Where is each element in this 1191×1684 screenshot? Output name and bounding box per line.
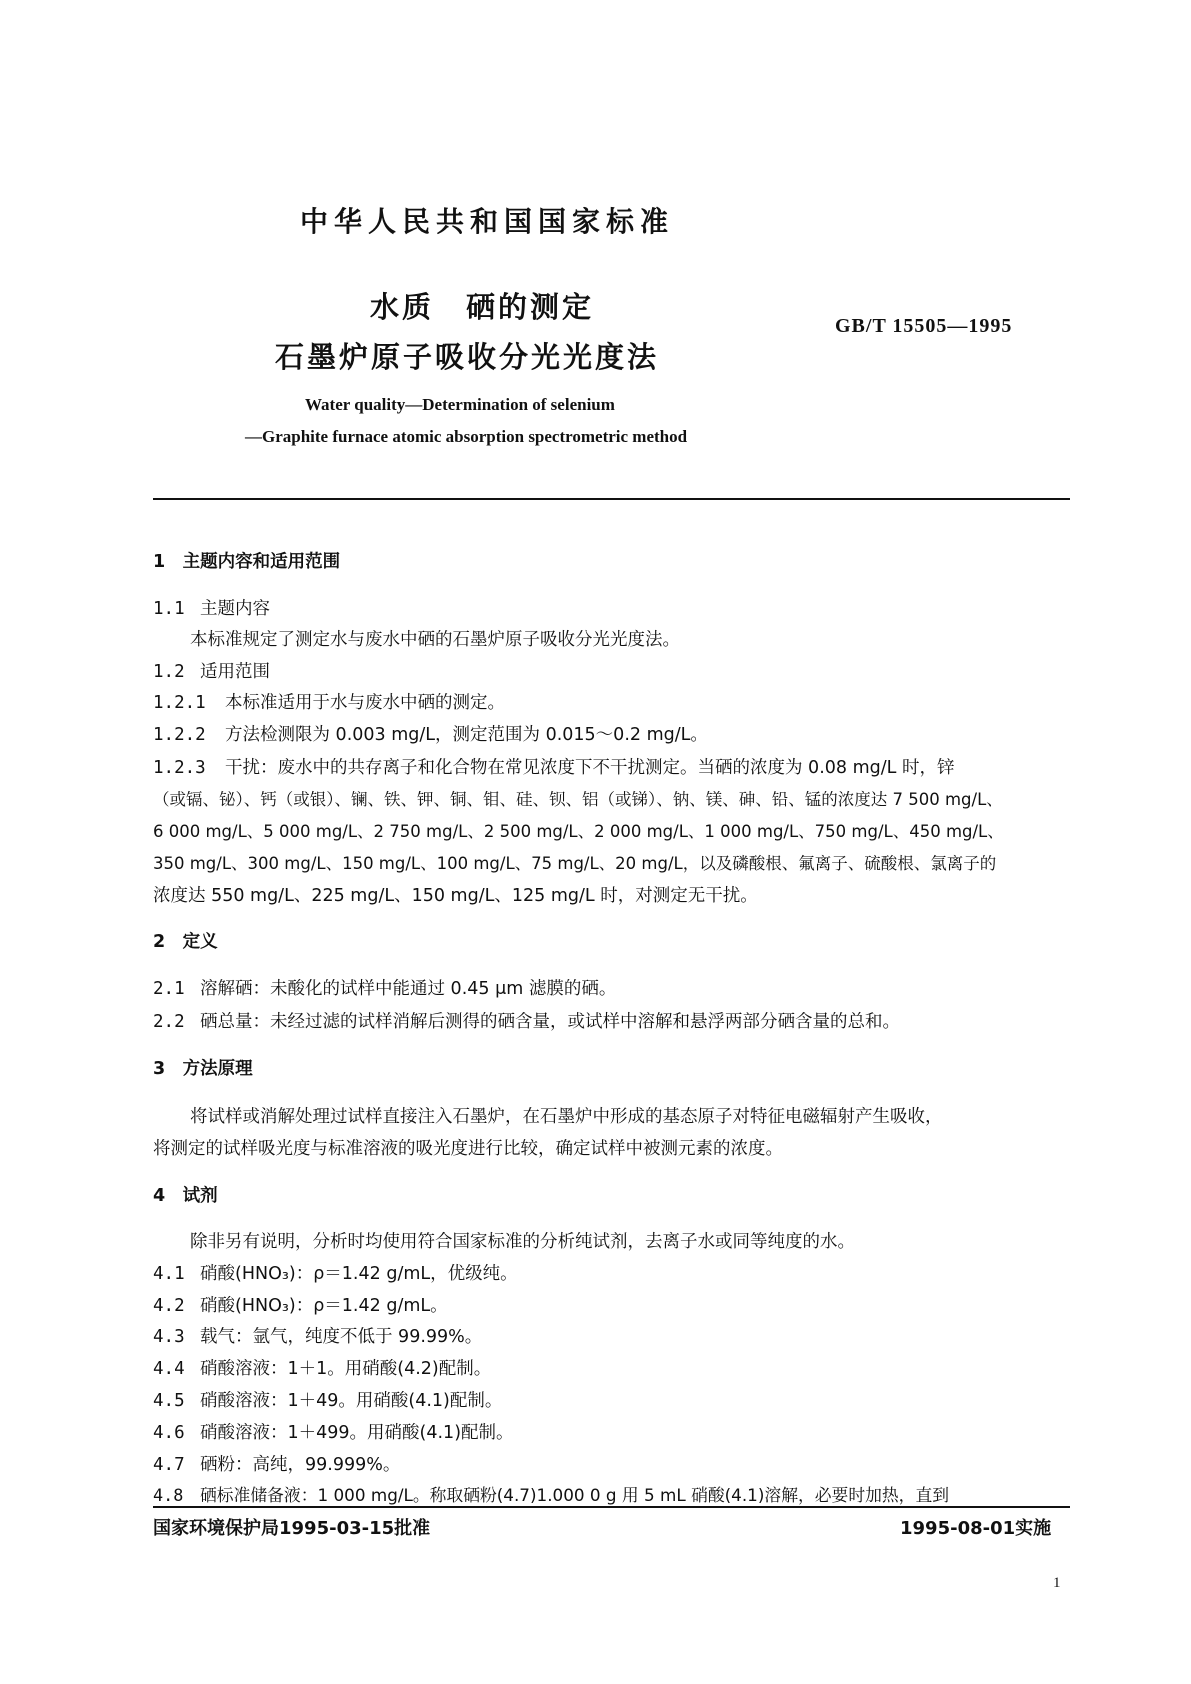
clause-4-3 [153,1323,482,1348]
section-3-line2: 将测定的试样吸光度与标准溶液的吸光度进行比较，确定试样中被测元素的浓度。 [153,1139,783,1159]
clause-number: 4.7 [153,1455,185,1475]
title-cn-line1: 水质 硒的测定 [370,290,595,324]
clause-text: 硒总量：未经过滤的试样消解后测得的硒含量，或试样中溶解和悬浮两部分硒含量的总和。 [200,1012,900,1032]
clause-text: 硝酸溶液：1＋49。用硝酸(4.1)配制。 [200,1391,503,1411]
clause-number: 4.1 [153,1264,185,1284]
clause-number: 4.5 [153,1391,185,1411]
clause-text: 硝酸溶液：1＋1。用硝酸(4.2)配制。 [200,1359,492,1379]
clause-number: 4.2 [153,1296,185,1316]
clause-text: 硝酸溶液：1＋499。用硝酸(4.1)配制。 [200,1423,514,1443]
clause-number: 4.3 [153,1327,185,1347]
section-3-heading: 3 方法原理 [153,1059,253,1079]
clause-4-8 [153,1482,949,1506]
clause-text: 硒标准储备液：1 000 mg/L。称取硒粉(4.7)1.000 0 g 用 5 mL 硝酸(4.1)溶解，必要时加热，直到 [200,1485,950,1505]
title-en-line2: —Graphite furnace atomic absorption spectrometric method [245,427,688,446]
clause-1-2-3 [153,754,954,779]
clause-4-2 [153,1292,448,1317]
clause-number: 4.6 [153,1423,185,1443]
section-2-heading: 2 定义 [153,932,218,952]
clause-4-5 [153,1387,502,1412]
clause-1-2-3-line3: 6 000 mg/L、5 000 mg/L、2 750 mg/L、2 500 mg/L、2 000 mg/L、1 000 mg/L、750 mg/L、450 mg/L、 [153,822,1004,841]
title-en-line1: Water quality—Determination of selenium [305,395,615,414]
clause-title: 适用范围 [200,662,270,682]
clause-1-1 [153,595,270,620]
clause-text: 硒粉：高纯，99.999%。 [200,1455,401,1475]
clause-number: 4.8 [153,1485,184,1505]
clause-text: 硝酸(HNO₃)：ρ＝1.42 g/mL。 [200,1296,448,1316]
clause-number: 1.2.3 [153,758,206,778]
clause-number: 4.4 [153,1359,185,1379]
section-1-heading: 1 主题内容和适用范围 [153,552,341,572]
clause-number: 1.2.1 [153,693,206,713]
clause-1-1-text: 本标准规定了测定水与废水中硒的石墨炉原子吸收分光光度法。 [190,630,680,650]
clause-number: 1.2 [153,662,185,682]
clause-number: 2.1 [153,979,185,999]
clause-number: 1.1 [153,599,185,619]
footer-divider [153,1506,1070,1508]
standard-number: GB/T 15505—1995 [835,315,1013,337]
clause-4-4 [153,1355,491,1380]
clause-text: 溶解硒：未酸化的试样中能通过 0.45 μm 滤膜的硒。 [200,979,617,999]
clause-text: 方法检测限为 0.003 mg/L，测定范围为 0.015～0.2 mg/L。 [225,725,708,745]
title-cn-line2: 石墨炉原子吸收分光光度法 [275,340,660,374]
clause-number: 2.2 [153,1012,185,1032]
national-standard-title: 中华人民共和国国家标准 [300,205,675,238]
clause-1-2-1 [153,689,505,714]
section-4-intro: 除非另有说明，分析时均使用符合国家标准的分析纯试剂，去离子水或同等纯度的水。 [190,1232,855,1252]
clause-4-7 [153,1451,400,1476]
page-number: 1 [1053,1575,1061,1591]
implementation-date: 1995-08-01实施 [900,1518,1052,1539]
section-4-heading: 4 试剂 [153,1186,218,1206]
clause-1-2 [153,658,270,683]
clause-1-2-3-line4: 350 mg/L、300 mg/L、150 mg/L、100 mg/L、75 mg/L、20 mg/L，以及磷酸根、氟离子、硫酸根、氯离子的 [153,854,997,873]
clause-text: 干扰：废水中的共存离子和化合物在常见浓度下不干扰测定。当硒的浓度为 0.08 mg/L 时，锌 [225,758,955,778]
clause-title: 主题内容 [200,599,270,619]
clause-4-6 [153,1419,514,1444]
clause-1-2-3-line5: 浓度达 550 mg/L、225 mg/L、150 mg/L、125 mg/L 时，对测定无干扰。 [153,886,758,906]
clause-text: 载气：氩气，纯度不低于 99.99%。 [200,1327,483,1347]
clause-1-2-3-line2: （或镉、铋）、钙（或银）、镧、铁、钾、铜、钼、硅、钡、铝（或锑）、钠、镁、砷、铅、锰的浓度达 7 500 mg/L、 [153,790,1003,809]
clause-2-2 [153,1008,900,1033]
clause-1-2-2 [153,721,708,746]
header-divider [153,498,1070,500]
clause-text: 硝酸(HNO₃)：ρ＝1.42 g/mL，优级纯。 [200,1264,518,1284]
clause-2-1 [153,975,616,1000]
clause-text: 本标准适用于水与废水中硒的测定。 [225,693,505,713]
clause-number: 1.2.2 [153,725,206,745]
approval-date: 国家环境保护局1995-03-15批准 [153,1518,431,1539]
clause-4-1 [153,1260,518,1285]
section-3-line1: 将试样或消解处理过试样直接注入石墨炉，在石墨炉中形成的基态原子对特征电磁辐射产生吸收， [190,1107,943,1127]
